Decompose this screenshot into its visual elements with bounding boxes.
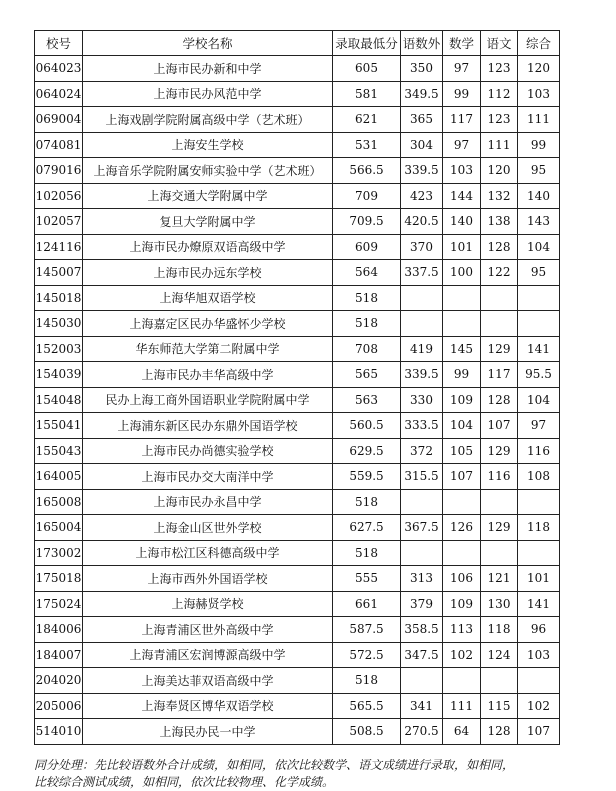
cell-chinese: 128 (481, 719, 518, 745)
cell-school-code: 165004 (35, 515, 83, 541)
cell-school-name: 民办上海工商外国语职业学院附属中学 (83, 387, 333, 413)
cell-chinese: 121 (481, 566, 518, 592)
table-body (35, 56, 560, 745)
cell-school-code: 145018 (35, 285, 83, 311)
cell-chinese-math-english (401, 311, 443, 337)
cell-school-name: 上海市松江区科德高级中学 (83, 540, 333, 566)
cell-chinese-math-english: 379 (401, 591, 443, 617)
cell-school-name: 上海市民办新和中学 (83, 56, 333, 82)
table-row (35, 158, 560, 184)
cell-school-name: 上海美达菲双语高级中学 (83, 668, 333, 694)
cell-school-name: 上海安生学校 (83, 132, 333, 158)
cell-chinese: 117 (481, 362, 518, 388)
header-chinese: 语文 (481, 31, 518, 56)
cell-comprehensive: 102 (518, 693, 560, 719)
table-row (35, 566, 560, 592)
cell-chinese-math-english: 337.5 (401, 260, 443, 286)
cell-school-name: 上海民办民一中学 (83, 719, 333, 745)
cell-min-score: 508.5 (333, 719, 401, 745)
table-row (35, 540, 560, 566)
cell-school-code: 064023 (35, 56, 83, 82)
cell-school-name: 上海市民办永昌中学 (83, 489, 333, 515)
cell-chinese-math-english: 339.5 (401, 362, 443, 388)
cell-chinese-math-english: 372 (401, 438, 443, 464)
cell-math (443, 311, 481, 337)
cell-math: 97 (443, 132, 481, 158)
cell-school-name: 上海金山区世外学校 (83, 515, 333, 541)
cell-chinese-math-english: 333.5 (401, 413, 443, 439)
cell-chinese: 107 (481, 413, 518, 439)
cell-school-code: 154048 (35, 387, 83, 413)
cell-chinese: 130 (481, 591, 518, 617)
cell-school-code: 184007 (35, 642, 83, 668)
cell-school-code: 069004 (35, 107, 83, 133)
cell-math: 113 (443, 617, 481, 643)
cell-chinese-math-english: 420.5 (401, 209, 443, 235)
header-math: 数学 (443, 31, 481, 56)
cell-comprehensive: 99 (518, 132, 560, 158)
cell-min-score: 518 (333, 285, 401, 311)
cell-min-score: 581 (333, 81, 401, 107)
cell-comprehensive: 140 (518, 183, 560, 209)
cell-chinese: 123 (481, 107, 518, 133)
cell-min-score: 518 (333, 489, 401, 515)
table-row (35, 107, 560, 133)
cell-math: 101 (443, 234, 481, 260)
cell-school-name: 上海戏剧学院附属高级中学（艺术班） (83, 107, 333, 133)
header-chinese-math-english: 语数外 (401, 31, 443, 56)
cell-comprehensive (518, 285, 560, 311)
cell-school-name: 上海嘉定区民办华盛怀少学校 (83, 311, 333, 337)
cell-math: 126 (443, 515, 481, 541)
cell-school-code: 184006 (35, 617, 83, 643)
cell-school-name: 上海青浦区世外高级中学 (83, 617, 333, 643)
table-row (35, 56, 560, 82)
header-row (35, 31, 560, 56)
cell-chinese-math-english: 330 (401, 387, 443, 413)
cell-school-code: 173002 (35, 540, 83, 566)
cell-math (443, 285, 481, 311)
cell-min-score: 709.5 (333, 209, 401, 235)
cell-math: 140 (443, 209, 481, 235)
cell-comprehensive (518, 668, 560, 694)
cell-chinese (481, 489, 518, 515)
cell-math: 109 (443, 387, 481, 413)
cell-chinese: 112 (481, 81, 518, 107)
cell-min-score: 661 (333, 591, 401, 617)
cell-math: 144 (443, 183, 481, 209)
tie-break-note (34, 757, 594, 791)
cell-chinese-math-english: 341 (401, 693, 443, 719)
cell-school-code: 079016 (35, 158, 83, 184)
cell-chinese: 122 (481, 260, 518, 286)
table-row (35, 183, 560, 209)
cell-min-score: 587.5 (333, 617, 401, 643)
cell-chinese-math-english: 350 (401, 56, 443, 82)
table-row (35, 591, 560, 617)
cell-school-code: 074081 (35, 132, 83, 158)
cell-comprehensive: 96 (518, 617, 560, 643)
header-school-code: 校号 (35, 31, 83, 56)
cell-school-code: 205006 (35, 693, 83, 719)
note-line-1: 同分处理：先比较语数外合计成绩，如相同，依次比较数学、语文成绩进行录取，如相同， (34, 758, 515, 772)
header-school-name: 学校名称 (83, 31, 333, 56)
cell-chinese: 116 (481, 464, 518, 490)
table-row (35, 668, 560, 694)
cell-school-code: 145007 (35, 260, 83, 286)
cell-school-name: 上海音乐学院附属安师实验中学（艺术班） (83, 158, 333, 184)
cell-school-code: 164005 (35, 464, 83, 490)
cell-min-score: 708 (333, 336, 401, 362)
cell-school-name: 上海交通大学附属中学 (83, 183, 333, 209)
table-row (35, 489, 560, 515)
cell-comprehensive: 108 (518, 464, 560, 490)
cell-chinese-math-english: 304 (401, 132, 443, 158)
cell-school-code: 145030 (35, 311, 83, 337)
cell-math: 105 (443, 438, 481, 464)
cell-comprehensive: 95.5 (518, 362, 560, 388)
cell-school-name: 上海市西外外国语学校 (83, 566, 333, 592)
cell-min-score: 518 (333, 540, 401, 566)
cell-school-name: 上海市民办尚德实验学校 (83, 438, 333, 464)
cell-chinese-math-english: 358.5 (401, 617, 443, 643)
cell-comprehensive: 95 (518, 158, 560, 184)
cell-school-name: 上海市民办丰华高级中学 (83, 362, 333, 388)
cell-chinese-math-english (401, 540, 443, 566)
cell-comprehensive: 107 (518, 719, 560, 745)
cell-chinese-math-english: 370 (401, 234, 443, 260)
cell-school-code: 124116 (35, 234, 83, 260)
cell-school-name: 上海市民办交大南洋中学 (83, 464, 333, 490)
cell-min-score: 629.5 (333, 438, 401, 464)
cell-chinese: 138 (481, 209, 518, 235)
cell-comprehensive: 97 (518, 413, 560, 439)
cell-min-score: 709 (333, 183, 401, 209)
cell-chinese-math-english: 315.5 (401, 464, 443, 490)
cell-comprehensive: 120 (518, 56, 560, 82)
cell-chinese: 120 (481, 158, 518, 184)
cell-chinese (481, 668, 518, 694)
cell-comprehensive: 104 (518, 234, 560, 260)
cell-comprehensive: 118 (518, 515, 560, 541)
cell-comprehensive: 101 (518, 566, 560, 592)
cell-comprehensive: 95 (518, 260, 560, 286)
cell-min-score: 518 (333, 311, 401, 337)
cell-chinese-math-english: 367.5 (401, 515, 443, 541)
cell-min-score: 555 (333, 566, 401, 592)
cell-math (443, 540, 481, 566)
cell-comprehensive: 104 (518, 387, 560, 413)
table-row (35, 719, 560, 745)
cell-school-code: 155043 (35, 438, 83, 464)
cell-chinese: 129 (481, 515, 518, 541)
cell-comprehensive: 111 (518, 107, 560, 133)
cell-math: 117 (443, 107, 481, 133)
cell-chinese: 129 (481, 336, 518, 362)
cell-min-score: 572.5 (333, 642, 401, 668)
cell-min-score: 565 (333, 362, 401, 388)
table-row (35, 81, 560, 107)
table-row (35, 285, 560, 311)
cell-math: 102 (443, 642, 481, 668)
cell-school-name: 上海浦东新区民办东鼎外国语学校 (83, 413, 333, 439)
cell-math (443, 668, 481, 694)
cell-math: 111 (443, 693, 481, 719)
cell-chinese (481, 311, 518, 337)
cell-math (443, 489, 481, 515)
cell-chinese: 129 (481, 438, 518, 464)
cell-chinese-math-english: 339.5 (401, 158, 443, 184)
cell-min-score: 565.5 (333, 693, 401, 719)
cell-chinese (481, 540, 518, 566)
cell-chinese: 118 (481, 617, 518, 643)
cell-chinese-math-english: 349.5 (401, 81, 443, 107)
cell-school-code: 155041 (35, 413, 83, 439)
table-row (35, 413, 560, 439)
cell-chinese-math-english: 347.5 (401, 642, 443, 668)
cell-math: 103 (443, 158, 481, 184)
cell-comprehensive: 103 (518, 81, 560, 107)
cell-min-score: 564 (333, 260, 401, 286)
note-line-2: 比较综合测试成绩，如相同，依次比较物理、化学成绩。 (34, 775, 335, 789)
cell-comprehensive (518, 489, 560, 515)
cell-math: 64 (443, 719, 481, 745)
cell-math: 145 (443, 336, 481, 362)
table-row (35, 387, 560, 413)
cell-chinese: 111 (481, 132, 518, 158)
cell-math: 109 (443, 591, 481, 617)
cell-math: 99 (443, 362, 481, 388)
cell-chinese: 128 (481, 387, 518, 413)
cell-min-score: 566.5 (333, 158, 401, 184)
cell-min-score: 559.5 (333, 464, 401, 490)
cell-chinese-math-english (401, 489, 443, 515)
table-row (35, 234, 560, 260)
cell-school-code: 064024 (35, 81, 83, 107)
cell-chinese-math-english: 270.5 (401, 719, 443, 745)
cell-school-name: 上海华旭双语学校 (83, 285, 333, 311)
table-row (35, 209, 560, 235)
table-row (35, 311, 560, 337)
cell-min-score: 605 (333, 56, 401, 82)
table-row (35, 617, 560, 643)
cell-chinese (481, 285, 518, 311)
cell-school-code: 204020 (35, 668, 83, 694)
table-row (35, 438, 560, 464)
cell-comprehensive (518, 540, 560, 566)
header-comprehensive: 综合 (518, 31, 560, 56)
cell-school-name: 上海奉贤区博华双语学校 (83, 693, 333, 719)
cell-min-score: 531 (333, 132, 401, 158)
cell-chinese-math-english (401, 285, 443, 311)
cell-chinese-math-english: 365 (401, 107, 443, 133)
table-row (35, 260, 560, 286)
cell-comprehensive (518, 311, 560, 337)
cell-min-score: 621 (333, 107, 401, 133)
cell-chinese-math-english: 423 (401, 183, 443, 209)
cell-school-code: 102057 (35, 209, 83, 235)
cell-school-name: 华东师范大学第二附属中学 (83, 336, 333, 362)
cell-comprehensive: 143 (518, 209, 560, 235)
cell-school-code: 102056 (35, 183, 83, 209)
table-row (35, 515, 560, 541)
cell-min-score: 563 (333, 387, 401, 413)
table-row (35, 132, 560, 158)
table-row (35, 642, 560, 668)
cell-chinese: 123 (481, 56, 518, 82)
cell-min-score: 518 (333, 668, 401, 694)
cell-comprehensive: 141 (518, 336, 560, 362)
cell-comprehensive: 116 (518, 438, 560, 464)
cell-min-score: 560.5 (333, 413, 401, 439)
table-row (35, 693, 560, 719)
cell-math: 97 (443, 56, 481, 82)
cell-chinese-math-english (401, 668, 443, 694)
cell-comprehensive: 141 (518, 591, 560, 617)
cell-min-score: 627.5 (333, 515, 401, 541)
cell-school-code: 152003 (35, 336, 83, 362)
cell-comprehensive: 103 (518, 642, 560, 668)
cell-school-name: 上海市民办远东学校 (83, 260, 333, 286)
table-row (35, 464, 560, 490)
cell-math: 100 (443, 260, 481, 286)
cell-math: 106 (443, 566, 481, 592)
cell-school-code: 514010 (35, 719, 83, 745)
cell-math: 107 (443, 464, 481, 490)
cell-chinese-math-english: 313 (401, 566, 443, 592)
cell-school-code: 154039 (35, 362, 83, 388)
cell-school-code: 175018 (35, 566, 83, 592)
cell-school-name: 上海市民办燎原双语高级中学 (83, 234, 333, 260)
cell-school-name: 上海赫贤学校 (83, 591, 333, 617)
admission-score-table (34, 30, 560, 745)
cell-math: 99 (443, 81, 481, 107)
cell-chinese: 132 (481, 183, 518, 209)
cell-chinese: 128 (481, 234, 518, 260)
table-row (35, 336, 560, 362)
table-row (35, 362, 560, 388)
cell-school-name: 复旦大学附属中学 (83, 209, 333, 235)
cell-chinese-math-english: 419 (401, 336, 443, 362)
cell-chinese: 115 (481, 693, 518, 719)
cell-chinese: 124 (481, 642, 518, 668)
cell-school-name: 上海青浦区宏润博源高级中学 (83, 642, 333, 668)
cell-school-name: 上海市民办风范中学 (83, 81, 333, 107)
header-min-score: 录取最低分 (333, 31, 401, 56)
cell-math: 104 (443, 413, 481, 439)
cell-min-score: 609 (333, 234, 401, 260)
cell-school-code: 165008 (35, 489, 83, 515)
cell-school-code: 175024 (35, 591, 83, 617)
